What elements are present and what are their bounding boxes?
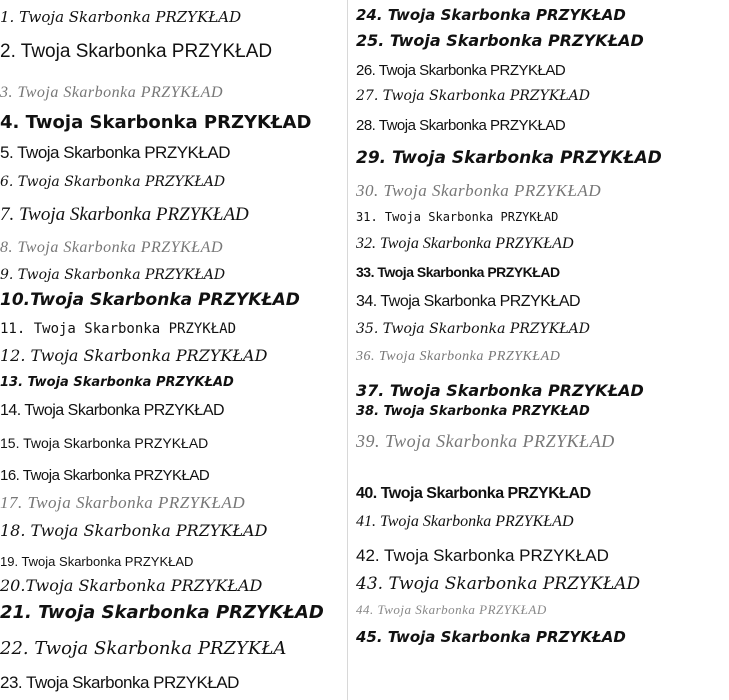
- font-sample-13: 13. Twoja Skarbonka PRZYKŁAD: [0, 375, 234, 390]
- font-sample-34: 34. Twoja Skarbonka PRZYKŁAD: [356, 293, 581, 310]
- font-sample-45: 45. Twoja Skarbonka PRZYKŁAD: [356, 628, 626, 646]
- font-sample-27: 27. Twoja Skarbonka PRZYKŁAD: [356, 88, 590, 104]
- font-sample-28: 28. Twoja Skarbonka PRZYKŁAD: [356, 117, 566, 134]
- font-sample-39: 39. Twoja Skarbonka PRZYKŁAD: [356, 431, 615, 451]
- font-sample-10: 10.Twoja Skarbonka PRZYKŁAD: [0, 290, 300, 310]
- font-sample-5: 5. Twoja Skarbonka PRZYKŁAD: [0, 143, 230, 162]
- font-sample-29: 29. Twoja Skarbonka PRZYKŁAD: [356, 148, 662, 168]
- font-sample-21: 21. Twoja Skarbonka PRZYKŁAD: [0, 602, 324, 623]
- column-divider: [347, 0, 348, 700]
- font-sample-4: 4. Twoja Skarbonka PRZYKŁAD: [0, 112, 312, 133]
- font-sample-15: 15. Twoja Skarbonka PRZYKŁAD: [0, 435, 209, 451]
- font-sample-3: 3. Twoja Skarbonka PRZYKŁAD: [0, 84, 223, 101]
- font-sample-44: 44. Twoja Skarbonka PRZYKŁAD: [356, 602, 547, 617]
- font-sample-30: 30. Twoja Skarbonka PRZYKŁAD: [356, 181, 602, 200]
- font-sample-38: 38. Twoja Skarbonka PRZYKŁAD: [356, 404, 590, 419]
- font-sample-23: 23. Twoja Skarbonka PRZYKŁAD: [0, 673, 239, 692]
- font-sample-25: 25. Twoja Skarbonka PRZYKŁAD: [356, 31, 644, 50]
- font-sample-40: 40. Twoja Skarbonka PRZYKŁAD: [356, 485, 591, 502]
- font-sample-19: 19. Twoja Skarbonka PRZYKŁAD: [0, 554, 194, 569]
- font-sample-41: 41. Twoja Skarbonka PRZYKŁAD: [356, 513, 574, 530]
- font-sample-8: 8. Twoja Skarbonka PRZYKŁAD: [0, 239, 223, 256]
- font-sample-16: 16. Twoja Skarbonka PRZYKŁAD: [0, 467, 210, 484]
- font-sample-7: 7. Twoja Skarbonka PRZYKŁAD: [0, 204, 249, 225]
- font-sample-18: 18. Twoja Skarbonka PRZYKŁAD: [0, 521, 268, 540]
- font-sample-9: 9. Twoja Skarbonka PRZYKŁAD: [0, 267, 226, 283]
- font-sample-43: 43. Twoja Skarbonka PRZYKŁAD: [356, 574, 641, 594]
- font-sample-22: 22. Twoja Skarbonka PRZYKŁA: [0, 638, 287, 659]
- font-sample-35: 35. Twoja Skarbonka PRZYKŁAD: [356, 321, 590, 337]
- font-sample-2: 2. Twoja Skarbonka PRZYKŁAD: [0, 41, 273, 62]
- font-sample-14: 14. Twoja Skarbonka PRZYKŁAD: [0, 402, 225, 419]
- font-sample-33: 33. Twoja Skarbonka PRZYKŁAD: [356, 264, 560, 280]
- font-sample-32: 32. Twoja Skarbonka PRZYKŁAD: [356, 235, 574, 252]
- font-sample-11: 11. Twoja Skarbonka PRZYKŁAD: [0, 321, 237, 337]
- font-sample-24: 24. Twoja Skarbonka PRZYKŁAD: [356, 6, 626, 24]
- font-sample-1: 1. Twoja Skarbonka PRZYKŁAD: [0, 8, 242, 26]
- font-sample-37: 37. Twoja Skarbonka PRZYKŁAD: [356, 381, 644, 400]
- font-sample-26: 26. Twoja Skarbonka PRZYKŁAD: [356, 62, 566, 79]
- font-sample-31: 31. Twoja Skarbonka PRZYKŁAD: [356, 210, 559, 224]
- font-sample-42: 42. Twoja Skarbonka PRZYKŁAD: [356, 546, 609, 565]
- font-sample-20: 20.Twoja Skarbonka PRZYKŁAD: [0, 576, 263, 595]
- font-sample-12: 12. Twoja Skarbonka PRZYKŁAD: [0, 346, 268, 365]
- font-sample-6: 6. Twoja Skarbonka PRZYKŁAD: [0, 174, 226, 190]
- font-sample-17: 17. Twoja Skarbonka PRZYKŁAD: [0, 493, 246, 512]
- font-sample-36: 36. Twoja Skarbonka PRZYKŁAD: [356, 349, 561, 364]
